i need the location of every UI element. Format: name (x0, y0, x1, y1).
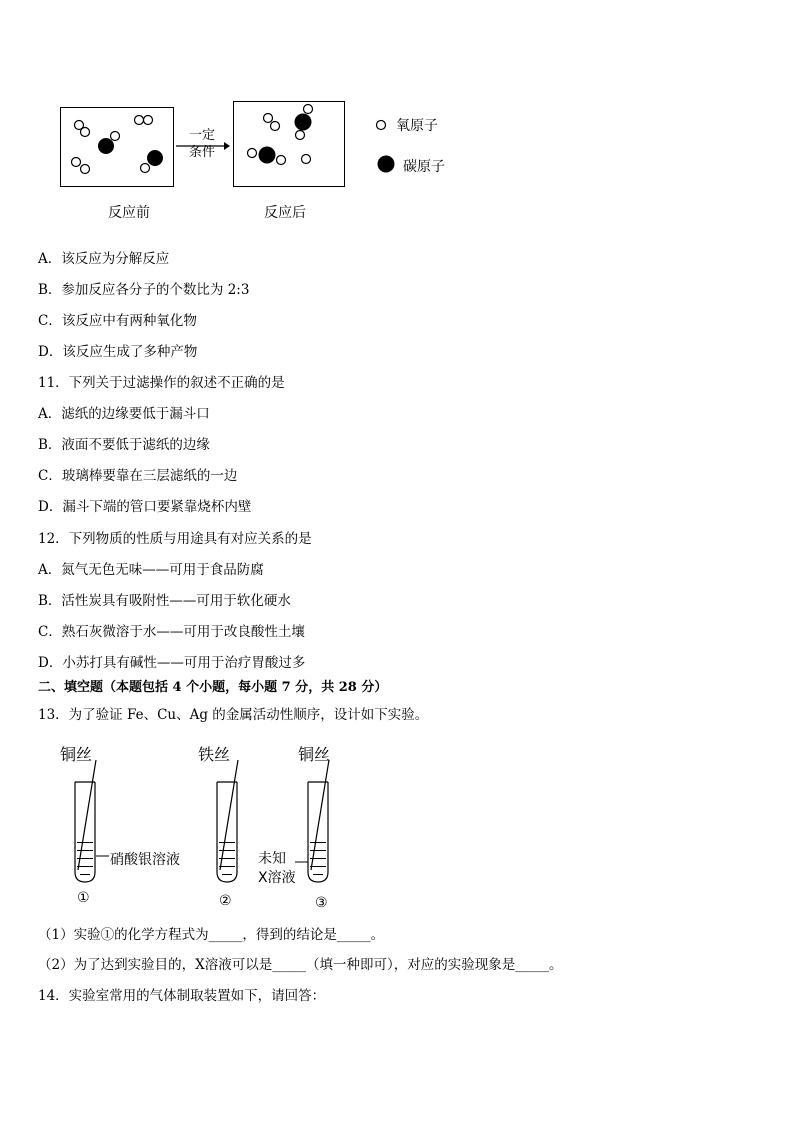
tube1-liquid (77, 842, 93, 875)
tube2-wire-label: 铁丝 (198, 745, 231, 764)
legend-carbon-label: 碳原子 (403, 159, 445, 175)
test-tubes-svg (0, 0, 420, 920)
after-caption: 反应后 (264, 205, 306, 221)
test-tube-3 (308, 760, 329, 882)
q13-stem: 13．为了验证 Fe、Cu、Ag 的金属活动性顺序，设计如下实验。 (38, 707, 429, 723)
q11-stem: 11．下列关于过滤操作的叙述不正确的是 (38, 375, 285, 391)
q13-part2: （2）为了达到实验目的，X溶液可以是_____（填一种即可），对应的实验现象是_____。 (38, 957, 563, 973)
before-caption: 反应前 (108, 205, 150, 221)
tube2-number: ② (219, 893, 232, 909)
test-tube-1 (75, 760, 96, 882)
q10-option-d: D．该反应生成了多种产物 (38, 344, 198, 360)
tube3-liquid (310, 842, 326, 875)
q11-option-d: D．漏斗下端的管口要紧靠烧杯内壁 (38, 499, 252, 515)
tube1-solution-label: 硝酸银溶液 (110, 852, 180, 868)
q10-option-a: A．该反应为分解反应 (38, 251, 170, 267)
test-tube-2 (217, 760, 238, 882)
unknown-solution-line1: 未知 (258, 851, 286, 867)
tube3-number: ③ (315, 895, 328, 911)
tube2-liquid (219, 842, 235, 875)
tube3-wire-label: 铜丝 (298, 745, 331, 764)
arrow-label-bottom: 条件 (188, 145, 215, 160)
unknown-solution-line2: X溶液 (258, 870, 296, 886)
q12-option-b: B．活性炭具有吸附性——可用于软化硬水 (38, 593, 291, 609)
tube1-number: ① (77, 890, 90, 906)
q14-stem: 14．实验室常用的气体制取装置如下，请回答： (38, 988, 326, 1004)
tube1-wire-label: 铜丝 (60, 745, 93, 764)
q12-option-d: D．小苏打具有碱性——可用于治疗胃酸过多 (38, 655, 306, 671)
q13-part1: （1）实验①的化学方程式为_____，得到的结论是_____。 (38, 927, 385, 943)
q12-stem: 12．下列物质的性质与用途具有对应关系的是 (38, 531, 312, 547)
q11-option-c: C．玻璃棒要靠在三层滤纸的一边 (38, 468, 238, 484)
arrow-label-top: 一定 (188, 128, 215, 143)
q12-option-a: A．氮气无色无味——可用于食品防腐 (38, 562, 264, 578)
q11-option-b: B．液面不要低于滤纸的边缘 (38, 437, 210, 453)
q10-option-b: B．参加反应各分子的个数比为 2:3 (38, 282, 250, 298)
q10-option-c: C．该反应中有两种氧化物 (38, 313, 197, 329)
q11-option-a: A．滤纸的边缘要低于漏斗口 (38, 406, 210, 422)
section-title: 二、填空题（本题包括 4 个小题，每小题 7 分，共 28 分） (38, 680, 388, 695)
q12-option-c: C．熟石灰微溶于水——可用于改良酸性土壤 (38, 624, 305, 640)
legend-oxygen-label: 氧原子 (396, 118, 438, 134)
